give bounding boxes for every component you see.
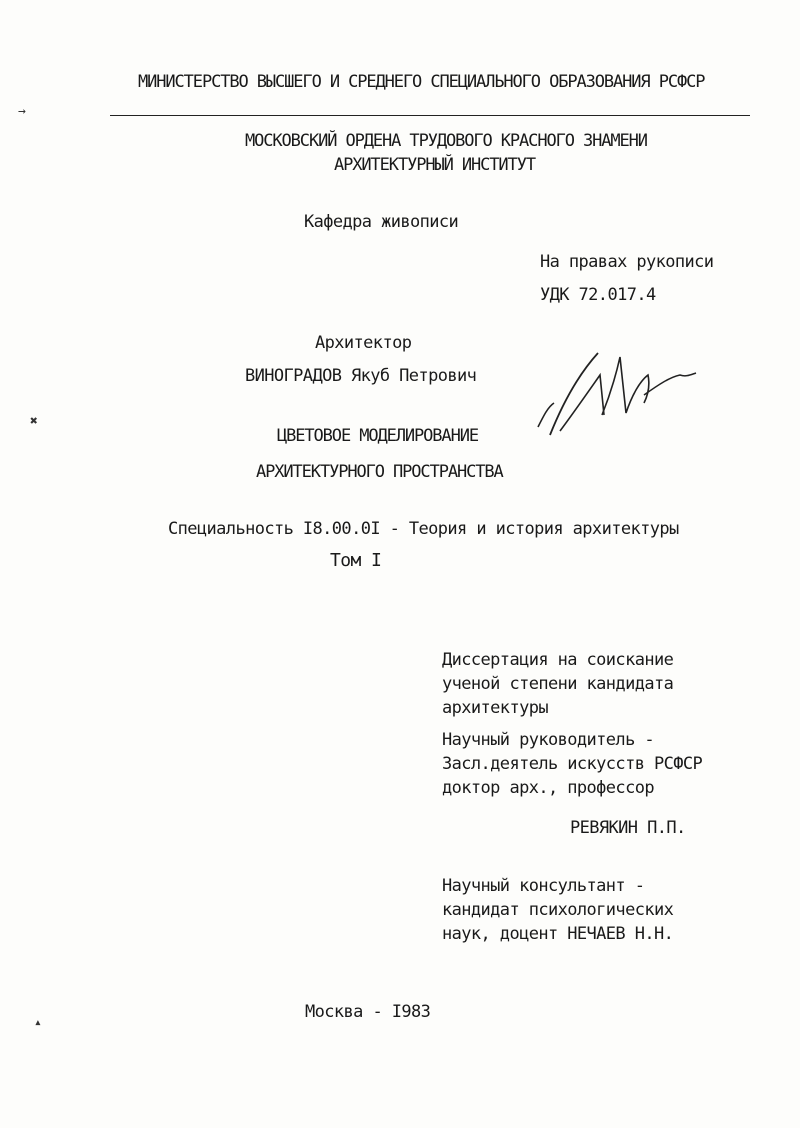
supervisor-name: РЕВЯКИН П.П.: [570, 818, 686, 838]
consultant-line1: Научный консультант -: [442, 876, 645, 896]
supervisor-line2: Засл.деятель искусств РСФСР: [442, 754, 703, 774]
specialty: Специальность I8.00.0I - Теория и история архитектуры: [168, 519, 679, 539]
handwritten-signature: [530, 345, 700, 440]
author-title: Архитектор: [315, 333, 412, 353]
place-and-year: Москва - I983: [305, 1002, 431, 1022]
consultant-line3: наук, доцент НЕЧАЕВ Н.Н.: [442, 924, 674, 944]
degree-line1: Диссертация на соискание: [442, 650, 674, 670]
degree-line2: ученой степени кандидата: [442, 674, 674, 694]
margin-mark-icon: ▴: [34, 1015, 42, 1030]
volume-number: Том I: [330, 550, 382, 571]
institute-name-line1: МОСКОВСКИЙ ОРДЕНА ТРУДОВОГО КРАСНОГО ЗНАМЕНИ: [245, 131, 647, 151]
udc-code: УДК 72.017.4: [540, 285, 656, 305]
supervisor-line1: Научный руководитель -: [442, 730, 654, 750]
margin-mark-icon: →: [18, 104, 26, 119]
department-name: Кафедра живописи: [304, 212, 459, 232]
consultant-line2: кандидат психологических: [442, 900, 674, 920]
thesis-title-line2: АРХИТЕКТУРНОГО ПРОСТРАНСТВА: [256, 462, 503, 482]
supervisor-line3: доктор арх., профессор: [442, 778, 654, 798]
margin-mark-icon: ✖: [30, 414, 38, 429]
author-name: ВИНОГРАДОВ Якуб Петрович: [245, 366, 477, 386]
degree-line3: архитектуры: [442, 698, 548, 718]
institute-name-line2: АРХИТЕКТУРНЫЙ ИНСТИТУТ: [334, 155, 535, 175]
ministry-heading: МИНИСТЕРСТВО ВЫСШЕГО И СРЕДНЕГО СПЕЦИАЛЬНОГО ОБРАЗОВАНИЯ РСФСР: [138, 72, 705, 92]
manuscript-rights: На правах рукописи: [540, 252, 714, 272]
header-divider: [110, 115, 750, 116]
thesis-title-line1: ЦВЕТОВОЕ МОДЕЛИРОВАНИЕ: [277, 426, 478, 446]
